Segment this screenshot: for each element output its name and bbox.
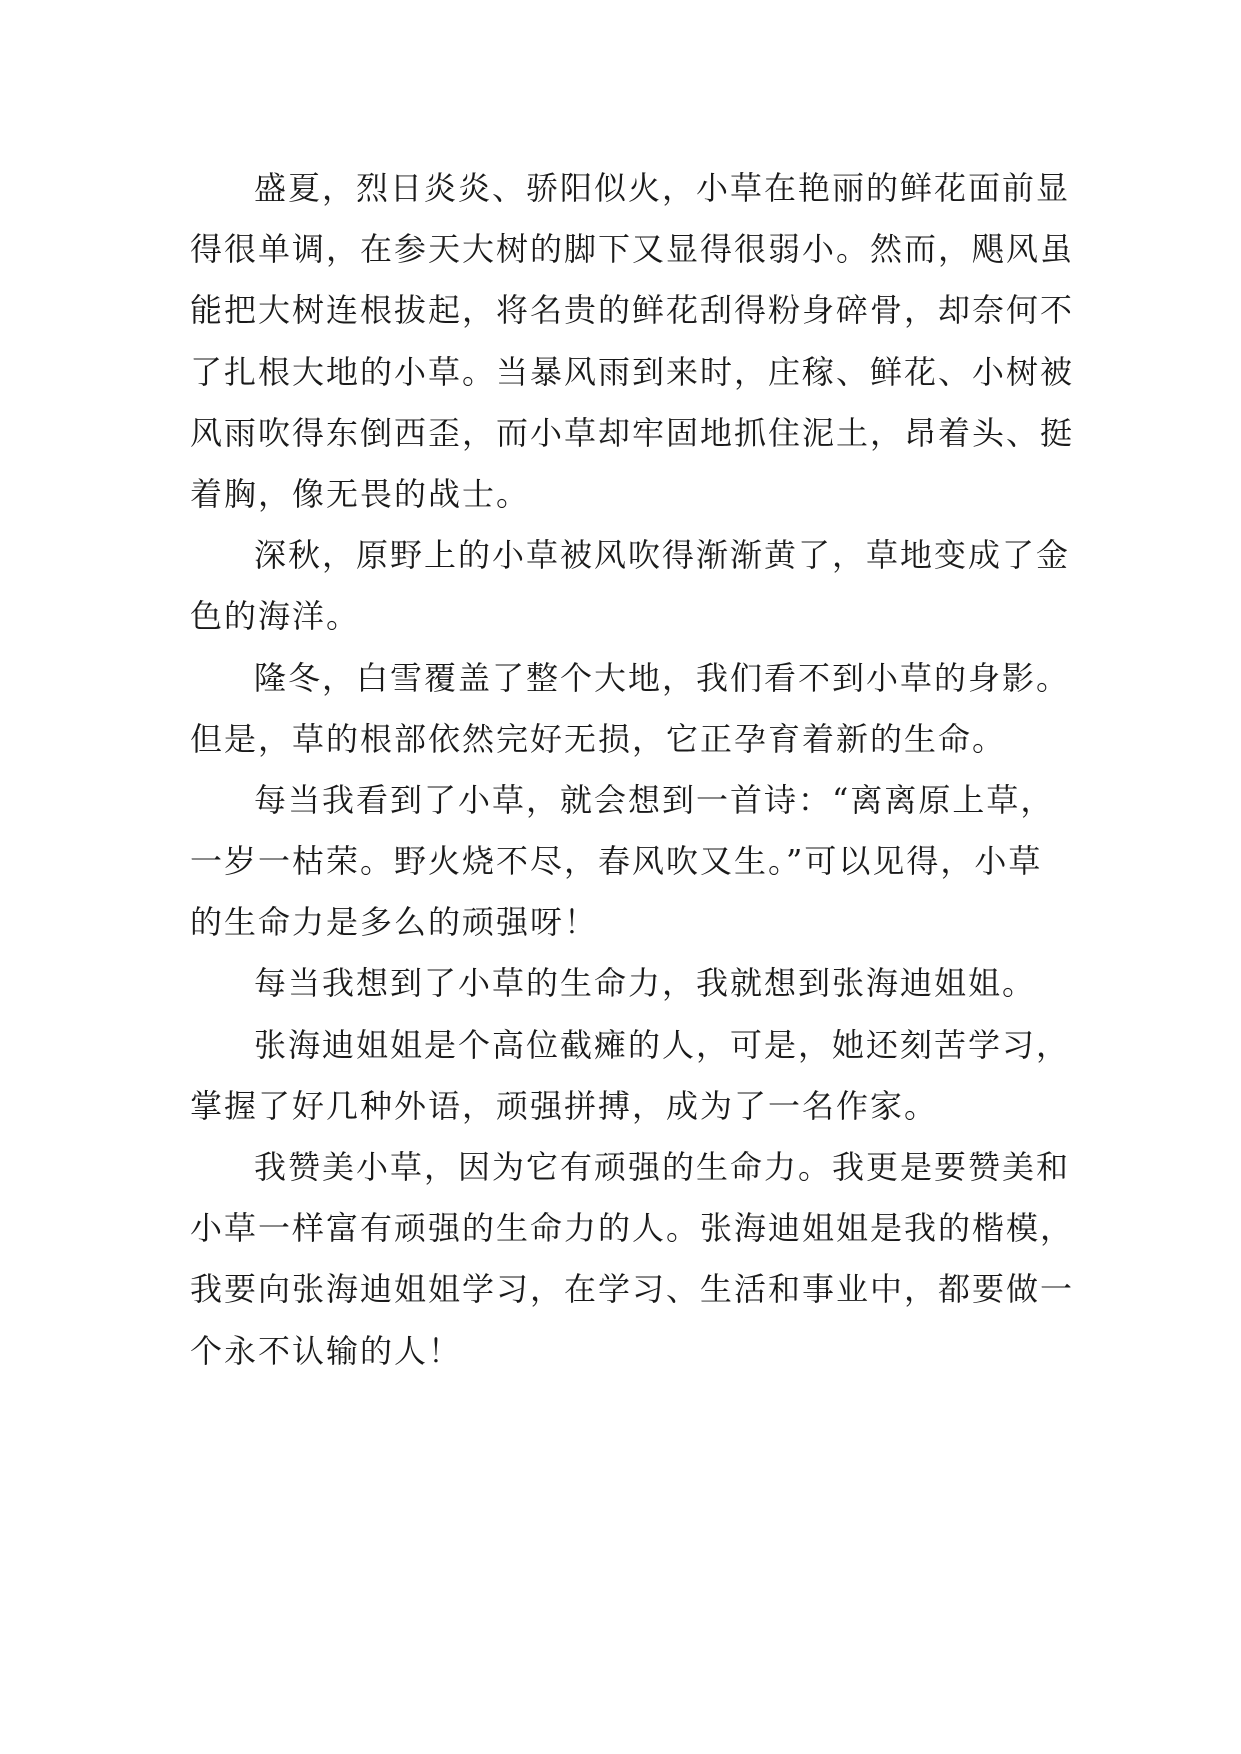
paragraph-zhang-haidi-intro: [190, 953, 1070, 1014]
text-line: 能把大树连根拔起，将名贵的鲜花刮得粉身碎骨，却奈何不: [190, 291, 1075, 330]
text-line: 我赞美小草，因为它有顽强的生命力。我更是要赞美和: [254, 1148, 1071, 1186]
text-line: 着胸，像无畏的战士。: [190, 474, 531, 513]
text-line: 个永不认输的人！: [190, 1331, 463, 1370]
text-line: 但是，草的根部依然完好无损，它正孕育着新的生命。: [190, 719, 1007, 758]
text-line: 一岁一枯荣。野火烧不尽，春风吹又生。”可以见得，小草: [190, 842, 1043, 881]
paragraph-autumn: [190, 525, 1070, 647]
text-line: 掌握了好几种外语，顽强拼搏，成为了一名作家。: [190, 1086, 939, 1125]
paragraph-summer: [190, 158, 1075, 525]
text-line: 隆冬，白雪覆盖了整个大地，我们看不到小草的身影。: [254, 658, 1071, 697]
text-line: 深秋，原野上的小草被风吹得渐渐黄了，草地变成了金: [254, 536, 1071, 575]
text-line: 风雨吹得东倒西歪，而小草却牢固地抓住泥土，昂着头、挺: [190, 413, 1075, 452]
text-line: 了扎根大地的小草。当暴风雨到来时，庄稼、鲜花、小树被: [190, 352, 1075, 391]
paragraph-conclusion: [190, 1137, 1075, 1382]
text-line: 我要向张海迪姐姐学习，在学习、生活和事业中，都要做一: [190, 1270, 1075, 1309]
text-line: 盛夏，烈日炎炎、骄阳似火，小草在艳丽的鲜花面前显: [254, 169, 1071, 207]
text-line: 的生命力是多么的顽强呀！: [190, 903, 599, 942]
paragraph-winter: [190, 648, 1070, 770]
text-line: 每当我想到了小草的生命力，我就想到张海迪姐姐。: [254, 964, 1037, 1003]
text-line: 小草一样富有顽强的生命力的人。张海迪姐姐是我的楷模，: [190, 1209, 1075, 1248]
text-line: 色的海洋。: [190, 597, 361, 636]
paragraph-zhang-haidi-story: [190, 1015, 1070, 1137]
essay-body: [190, 158, 1075, 1382]
text-line: 每当我看到了小草，就会想到一首诗：“离离原上草，: [254, 780, 1055, 819]
text-line: 张海迪姐姐是个高位截瘫的人，可是，她还刻苦学习，: [254, 1025, 1071, 1064]
text-line: 得很单调，在参天大树的脚下又显得很弱小。然而，飓风虽: [190, 230, 1075, 269]
paragraph-poem: [190, 770, 1070, 954]
